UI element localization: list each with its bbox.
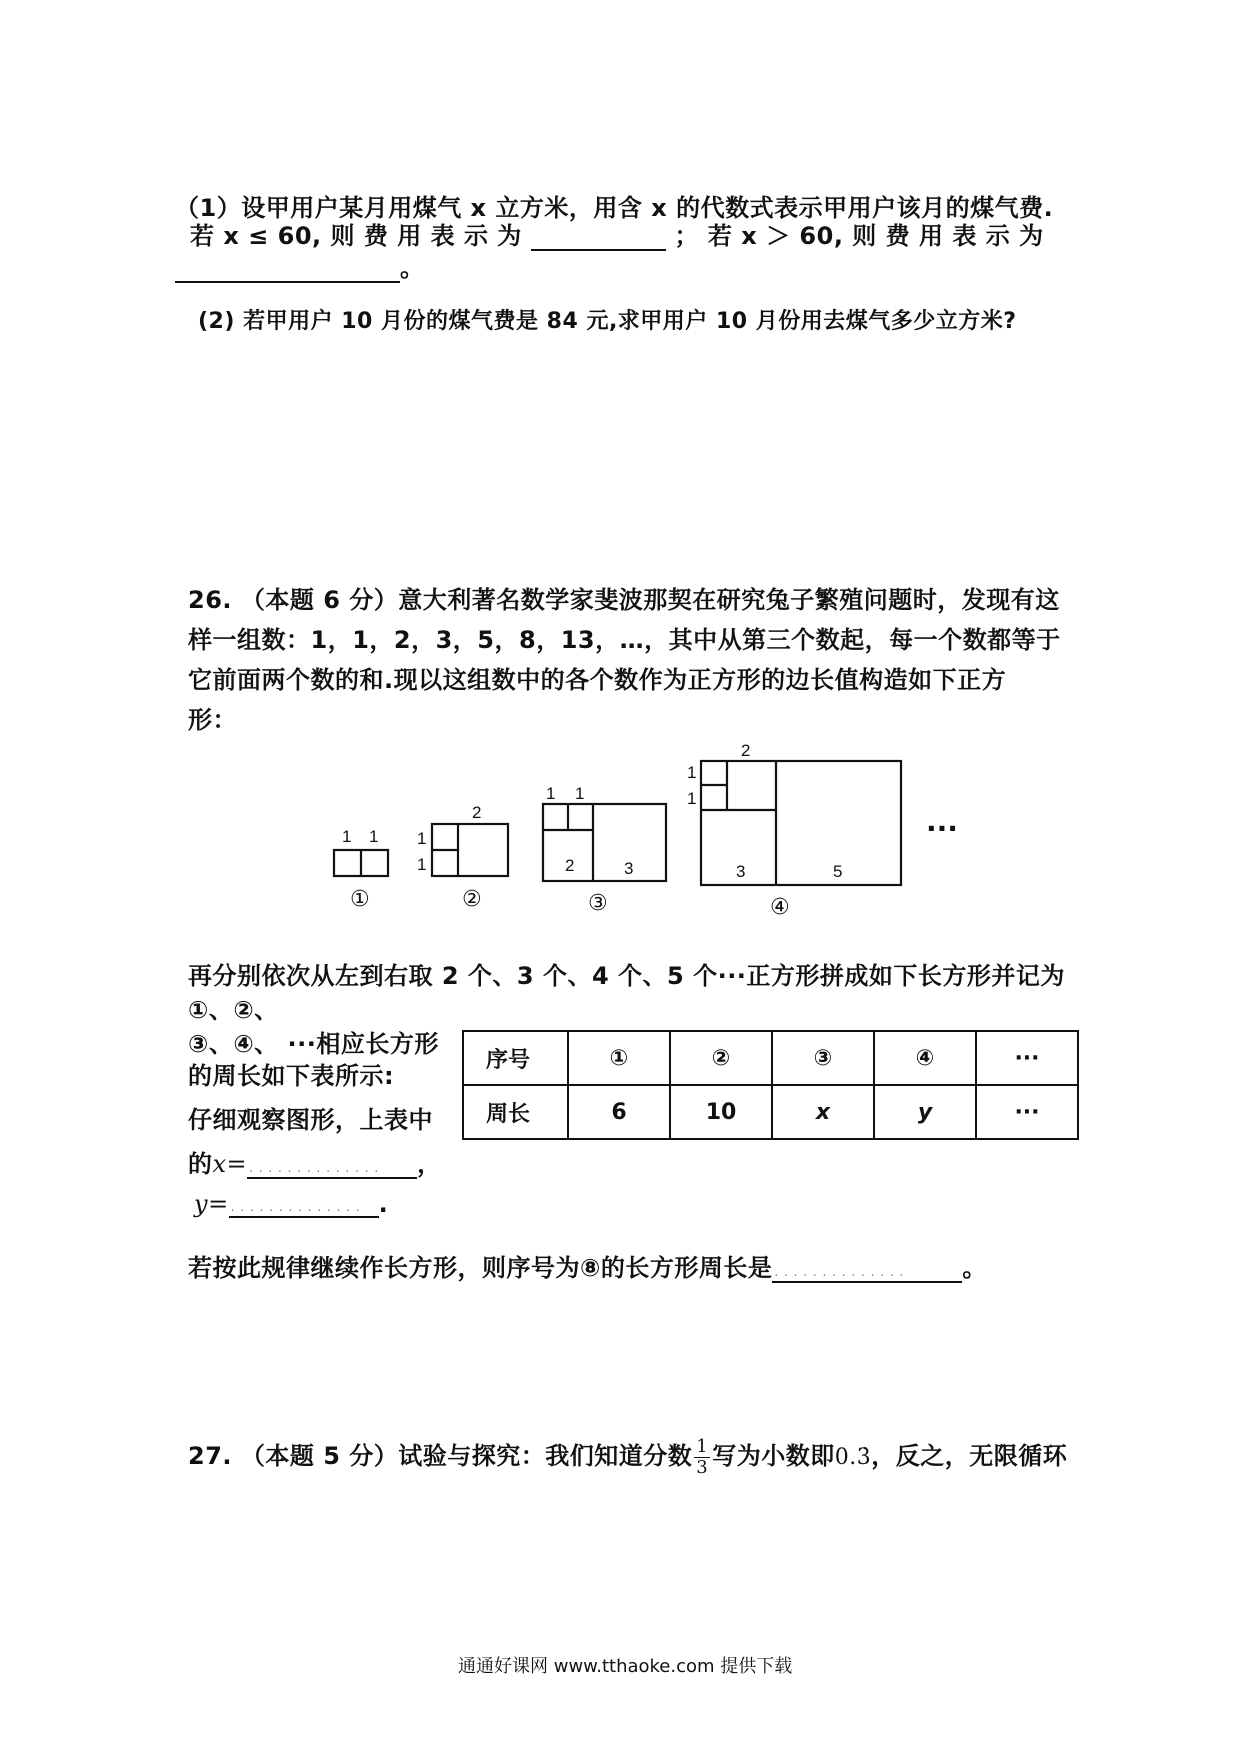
fig2-label-c: 2	[472, 803, 482, 822]
x-prefix: 的	[188, 1150, 213, 1178]
y-eq: =	[208, 1190, 229, 1218]
y-var: y	[194, 1190, 209, 1218]
figure-ellipsis: ···	[926, 812, 958, 845]
x-comma: ，	[417, 1150, 442, 1178]
q26-line2: 样一组数：1，1，2，3，5，8，13，…，其中从第三个数起，每一个数都等于	[188, 626, 1061, 654]
q27-middle: 写为小数即	[712, 1442, 835, 1470]
fig2-caption: ②	[462, 887, 482, 912]
fig4-caption: ④	[770, 895, 790, 920]
table-row	[463, 1031, 1078, 1085]
q26-line5: 再分别依次从左到右取 2 个、3 个、4 个、5 个···正方形拼成如下长方形并记为	[188, 962, 1065, 990]
table-cell: ···	[976, 1031, 1078, 1085]
fibonacci-rectangles-figure	[0, 740, 1240, 940]
fig4-label-e: 5	[833, 862, 843, 881]
fig3-label-a: 1	[546, 784, 556, 803]
fig1-label-b: 1	[369, 827, 379, 846]
q27-decimal: 0.3̇	[834, 1445, 872, 1470]
table-cell: ②	[670, 1031, 772, 1085]
table-cell: y	[874, 1085, 976, 1139]
y-answer-blank[interactable]	[229, 1194, 379, 1218]
fig3-caption: ③	[588, 891, 608, 916]
x-var: x	[212, 1150, 227, 1178]
y-period: .	[378, 1190, 389, 1218]
q26-line3: 它前面两个数的和.现以这组数中的各个数作为正方形的边长值构造如下正方	[188, 666, 1007, 694]
q26-last-line	[188, 1248, 987, 1283]
table-cell: ①	[568, 1031, 670, 1085]
perimeter-table	[462, 1030, 1079, 1140]
perimeter-8-blank[interactable]	[772, 1259, 962, 1283]
fig1-caption: ①	[350, 887, 370, 912]
q27-prefix: 27. （本题 5 分）试验与探究：我们知道分数	[188, 1442, 693, 1470]
q27-line	[188, 1436, 1067, 1478]
table-cell: ···	[976, 1085, 1078, 1139]
fig4-label-b: 1	[687, 789, 697, 808]
q25-sep: ；	[674, 222, 700, 250]
q26-line1: 26. （本题 6 分）意大利著名数学家斐波那契在研究兔子繁殖问题时，发现有这	[188, 586, 1060, 614]
q25-blank-2[interactable]	[175, 257, 400, 283]
table-cell: x	[772, 1085, 874, 1139]
fig2-label-a: 1	[417, 829, 427, 848]
q25-part1-line2	[190, 216, 1044, 251]
fig2-label-b: 1	[417, 855, 427, 874]
q25-end: 。	[400, 254, 425, 282]
table-cell: ③	[772, 1031, 874, 1085]
fig3-label-c: 2	[565, 856, 575, 875]
table-cell: 周长	[463, 1085, 568, 1139]
fraction-denominator: 3	[696, 1456, 709, 1478]
table-row	[463, 1085, 1078, 1139]
q25-cond2-text: 若 x ＞ 60, 则 费 用 表 示 为	[707, 222, 1044, 250]
q26-line9: 仔细观察图形，上表中	[188, 1106, 433, 1134]
fig3-label-d: 3	[624, 859, 634, 878]
q26-last-text: 若按此规律继续作长方形，则序号为⑧的长方形周长是	[188, 1254, 773, 1282]
fig4-label-d: 3	[736, 862, 746, 881]
q27-suffix: ，反之，无限循环	[871, 1442, 1068, 1470]
fig4-label-c: 2	[741, 741, 751, 760]
table-cell: ④	[874, 1031, 976, 1085]
q26-y-line	[194, 1190, 388, 1218]
q25-blank-1[interactable]	[531, 225, 666, 251]
q26-line6: ①、②、	[188, 996, 279, 1024]
q26-line4: 形：	[188, 706, 237, 734]
q25-part1-line3	[175, 248, 425, 283]
fraction-one-third	[694, 1437, 710, 1478]
q25-cond1-text: 若 x ≤ 60, 则 费 用 表 示 为	[190, 222, 522, 250]
page-footer: 通通好课网 www.tthaoke.com 提供下载	[458, 1656, 793, 1677]
q25-part2: (2) 若甲用户 10 月份的煤气费是 84 元,求甲用户 10 月份用去煤气多少立方米?	[198, 309, 1017, 334]
fig1-label-a: 1	[342, 827, 352, 846]
fig3-label-b: 1	[575, 784, 585, 803]
q26-last-end: 。	[962, 1254, 987, 1282]
q26-x-line	[188, 1144, 442, 1179]
fig4-label-a: 1	[687, 763, 697, 782]
q26-line7: ③、④、 ···相应长方形	[188, 1030, 439, 1058]
q26-line8: 的周长如下表所示:	[188, 1062, 395, 1090]
fraction-numerator: 1	[696, 1435, 709, 1457]
table-cell: 6	[568, 1085, 670, 1139]
x-eq: =	[226, 1150, 248, 1178]
table-cell: 10	[670, 1085, 772, 1139]
table-cell: 序号	[463, 1031, 568, 1085]
q25-part1-line1: （1）设甲用户某月用煤气 x 立方米，用含 x 的代数式表示甲用户该月的煤气费.	[175, 194, 1054, 222]
x-answer-blank[interactable]	[247, 1155, 417, 1179]
